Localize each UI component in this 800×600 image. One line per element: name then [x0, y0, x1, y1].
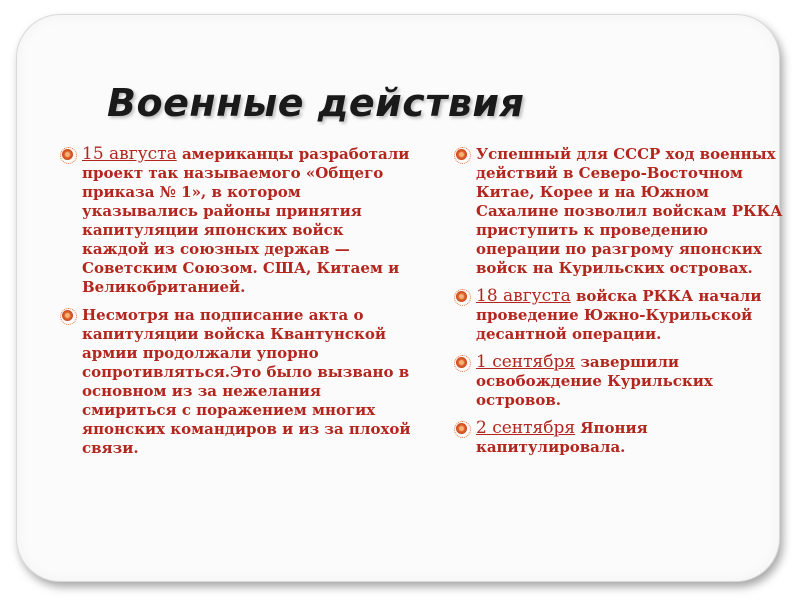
list-item [455, 287, 787, 344]
bullet-icon [456, 291, 467, 302]
bullet-icon [62, 149, 73, 160]
date-text: 15 августа [82, 144, 177, 164]
list-item [455, 145, 787, 278]
bullet-icon [456, 149, 467, 160]
item-text: войска РККА начали проведение Южно-Курильской десантной операции. [476, 287, 762, 343]
list-item [61, 145, 413, 297]
date-text: 18 августа [476, 286, 571, 306]
bullet-icon [456, 423, 467, 434]
slide [16, 14, 783, 582]
date-text: 2 сентября [476, 418, 576, 438]
item-text: завершили освобождение Курильских островов. [476, 353, 713, 409]
right-column [455, 145, 787, 466]
item-text: Успешный для СССР ход военных действий в Северо-Восточном Китае, Корее и на Южном Сахалине позволил войскам РККА приступить к проведению операции по разгрому японских войск на Курильских островах. [476, 145, 783, 277]
list-item [61, 306, 413, 458]
date-text: 1 сентября [476, 352, 576, 372]
item-text: Япония капитулировала. [476, 419, 648, 456]
item-text: Несмотря на подписание акта о капитуляции войска Квантунской армии продолжали упорно сопротивляться.Это было вызвано в основном из за нежелания смириться с поражением многих японских командиров и из за плохой связи. [82, 306, 411, 457]
left-column [61, 145, 413, 467]
bullet-icon [456, 357, 467, 368]
item-text: американцы разработали проект так называемого «Общего приказа № 1», в котором указывались районы принятия капитуляции японских войск каждой из союзных держав — Советским Союзом. США, Китаем и Великобританией. [82, 145, 410, 296]
bullet-icon [62, 310, 73, 321]
list-item [455, 419, 787, 457]
slide-title: Военные действия [107, 81, 525, 125]
list-item [455, 353, 787, 410]
